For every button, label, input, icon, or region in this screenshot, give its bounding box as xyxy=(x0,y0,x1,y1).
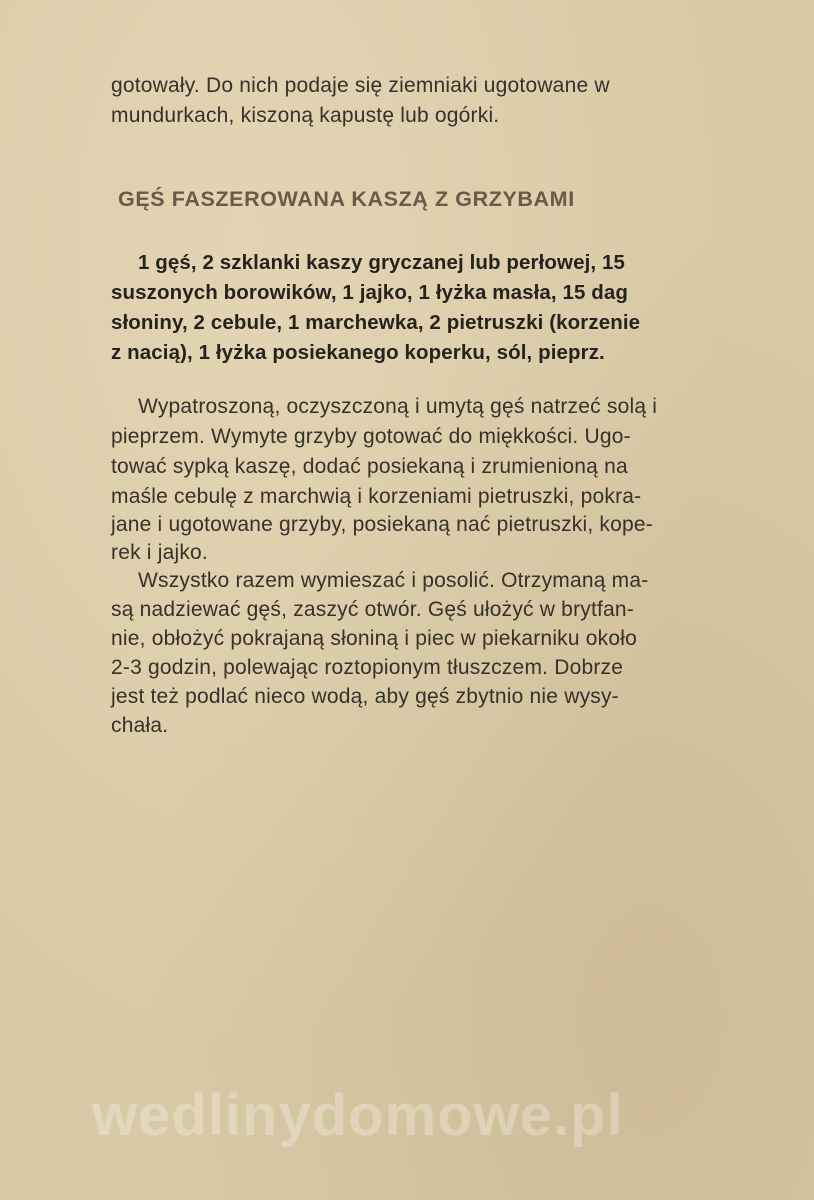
method-line: 2-3 godzin, polewając roztopionym tłuszczem. Dobrze xyxy=(111,656,624,679)
method-line: maśle cebulę z marchwią i korzeniami pietruszki, pokra- xyxy=(111,485,642,508)
method-line: Wszystko razem wymieszać i posolić. Otrzymaną ma- xyxy=(138,569,649,592)
method-line: jane i ugotowane grzyby, posiekaną nać pietruszki, kope- xyxy=(111,513,653,536)
recipe-title: GĘŚ FASZEROWANA KASZĄ Z GRZYBAMI xyxy=(118,187,575,211)
method-line: chała. xyxy=(111,714,169,737)
ingredient-line: słoniny, 2 cebule, 1 marchewka, 2 pietruszki (korzenie xyxy=(111,311,641,334)
method-line: rek i jajko. xyxy=(111,541,208,564)
ingredient-line: suszonych borowików, 1 jajko, 1 łyżka masła, 15 dag xyxy=(111,281,629,304)
method-line: Wypatroszoną, oczyszczoną i umytą gęś natrzeć solą i xyxy=(138,395,658,418)
watermark-text: wedlinydomowe.pl xyxy=(92,1083,624,1148)
intro-line: gotowały. Do nich podaje się ziemniaki ugotowane w xyxy=(111,74,610,97)
method-line: pieprzem. Wymyte grzyby gotować do miękkości. Ugo- xyxy=(111,425,631,448)
ingredient-line: 1 gęś, 2 szklanki kaszy gryczanej lub perłowej, 15 xyxy=(138,251,625,274)
method-line: tować sypką kaszę, dodać posiekaną i zrumienioną na xyxy=(111,455,628,478)
method-line: są nadziewać gęś, zaszyć otwór. Gęś ułożyć w brytfan- xyxy=(111,598,634,621)
intro-line: mundurkach, kiszoną kapustę lub ogórki. xyxy=(111,104,500,127)
ingredient-line: z nacią), 1 łyżka posiekanego koperku, sól, pieprz. xyxy=(111,341,605,364)
method-line: nie, obłożyć pokrajaną słoniną i piec w piekarniku około xyxy=(111,627,637,650)
method-line: jest też podlać nieco wodą, aby gęś zbytnio nie wysy- xyxy=(111,685,619,708)
